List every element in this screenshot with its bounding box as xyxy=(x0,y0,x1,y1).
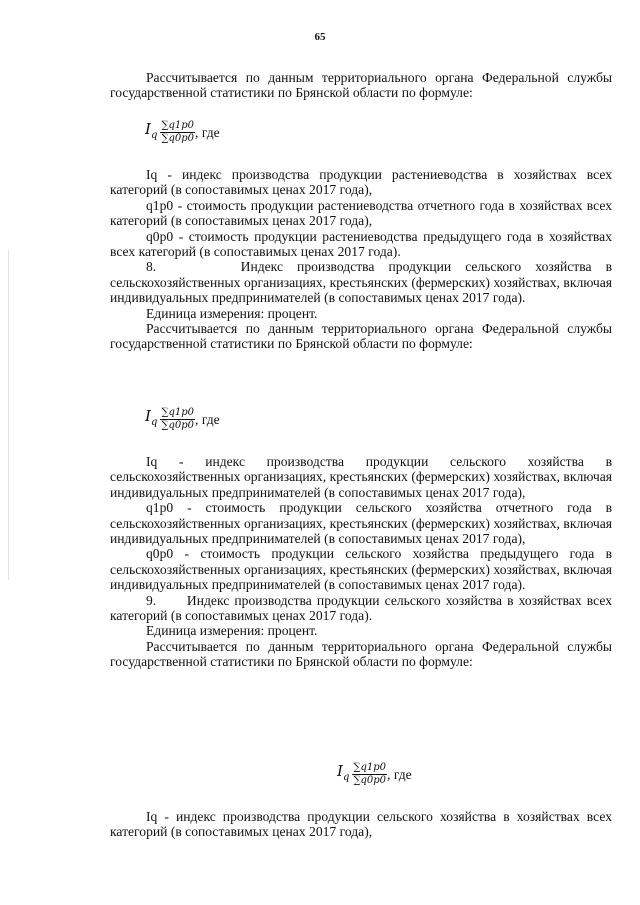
formula-denominator: ∑q0p0 xyxy=(353,775,387,786)
formula-denominator: ∑q0p0 xyxy=(161,133,195,144)
paragraph-method-1 xyxy=(110,70,612,101)
definitions-block-3 xyxy=(110,809,612,840)
formula-lhs: I xyxy=(337,762,343,780)
scan-edge-mark xyxy=(8,250,9,580)
paragraph-text: Рассчитывается по данным территориального органа Федеральной службы государственной статистики по Брянской области по формуле: xyxy=(110,70,612,101)
definition-q0p0: q0p0 - стоимость продукции сельского хозяйства предыдущего года в сельскохозяйственных организациях, крестьянских (фермерских) хозяйствах, включая индивидуальных предпринимателей (в сопоставимых ценах 2017 года). xyxy=(110,546,612,593)
formula-1 xyxy=(145,120,220,145)
formula-lhs-sub: q xyxy=(150,130,158,141)
formula-numerator: ∑q1p0 xyxy=(353,762,387,773)
definitions-block-2 xyxy=(110,454,612,670)
paragraph-method-3: Рассчитывается по данным территориального органа Федеральной службы государственной статистики по Брянской области по формуле: xyxy=(110,638,612,670)
formula-lhs-sub: q xyxy=(342,772,350,783)
formula-tail: , где xyxy=(387,766,412,782)
item-8-heading: 8. Индекс производства продукции сельского хозяйства в сельскохозяйственных организациях, крестьянских (фермерских) хозяйствах, включая индивидуальных предпринимателей (в сопоставимых ценах 2017 года). xyxy=(110,259,612,306)
definition-iq: Iq - индекс производства продукции сельского хозяйства в сельскохозяйственных организациях, крестьянских (фермерских) хозяйствах, включая индивидуальных предпринимателей (в сопоставимых ценах 2017 года), xyxy=(110,454,612,500)
definition-iq: Iq - индекс производства продукции сельского хозяйства в хозяйствах всех категорий (в сопоставимых ценах 2017 года), xyxy=(110,809,612,840)
formula-lhs-sub: q xyxy=(150,417,158,428)
paragraph-method-2: Рассчитывается по данным территориального органа Федеральной службы государственной статистики по Брянской области по формуле: xyxy=(110,321,612,352)
formula-numerator: ∑q1p0 xyxy=(161,120,195,131)
unit-of-measure: Единица измерения: процент. xyxy=(146,305,318,321)
definition-iq: Iq - индекс производства продукции растениеводства в хозяйствах всех категорий (в сопоставимых ценах 2017 года), xyxy=(110,167,612,198)
unit-of-measure: Единица измерения: процент. xyxy=(146,623,318,639)
item-9-heading: 9. Индекс производства продукции сельского хозяйства в хозяйствах всех категорий (в сопоставимых ценах 2017 года). xyxy=(110,592,612,624)
formula-tail: , где xyxy=(195,124,220,140)
formula-lhs: I xyxy=(145,120,151,138)
definition-q0p0: q0p0 - стоимость продукции растениеводства предыдущего года в хозяйствах всех категорий (в сопоставимых ценах 2017 года). xyxy=(110,228,612,260)
definition-q1p0: q1p0 - стоимость продукции растениеводства отчетного года в хозяйствах всех категорий (в сопоставимых ценах 2017 года), xyxy=(110,197,612,229)
formula-lhs: I xyxy=(145,407,151,425)
definitions-block-1 xyxy=(110,167,612,352)
formula-denominator: ∑q0p0 xyxy=(161,420,195,431)
formula-2 xyxy=(145,407,220,432)
definition-q1p0: q1p0 - стоимость продукции сельского хозяйства отчетного года в сельскохозяйственных организациях, крестьянских (фермерских) хозяйствах, включая индивидуальных предпринимателей (в сопоставимых ценах 2017 года), xyxy=(110,500,612,547)
formula-numerator: ∑q1p0 xyxy=(161,407,195,418)
formula-3 xyxy=(337,762,412,787)
formula-tail: , где xyxy=(195,411,220,427)
page-number: 65 xyxy=(314,31,326,43)
